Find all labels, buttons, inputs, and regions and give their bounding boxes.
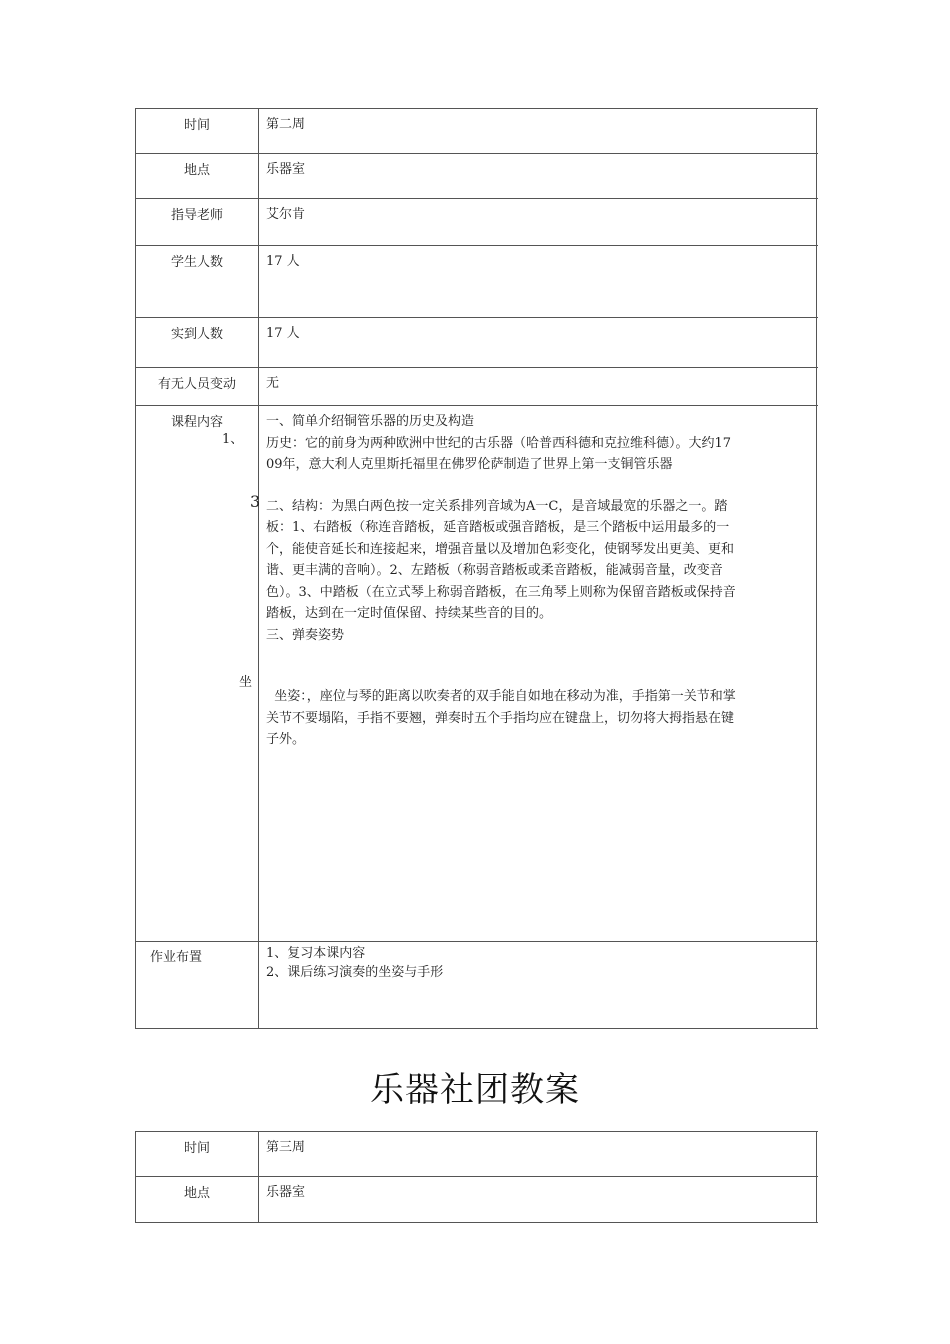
row-teacher <box>136 199 818 246</box>
content-body <box>259 406 817 941</box>
homework-line: 1、复习本课内容 <box>266 946 366 961</box>
row-time <box>136 109 818 154</box>
attended-value: 17 人 <box>259 318 817 367</box>
teacher-label: 指导老师 <box>170 208 223 223</box>
row-homework <box>136 942 818 1029</box>
content-marker-3: 3 <box>250 492 261 511</box>
row-change <box>136 368 818 406</box>
change-label: 有无人员变动 <box>157 377 236 392</box>
place-label: 地点 <box>183 1186 210 1201</box>
homework-label: 作业布置 <box>150 950 203 965</box>
place-label: 地点 <box>183 163 210 178</box>
homework-line: 2、课后练习演奏的坐姿与手形 <box>266 965 444 980</box>
row-time <box>136 1132 818 1177</box>
content-line: 09年，意大利人克里斯托福里在佛罗伦萨制造了世界上第一支铜管乐器 <box>266 457 673 472</box>
lesson-table-week3 <box>135 1131 818 1223</box>
students-label: 学生人数 <box>170 255 223 270</box>
row-attended <box>136 318 818 368</box>
attended-label: 实到人数 <box>170 327 223 342</box>
row-students <box>136 246 818 318</box>
content-marker-1: 1、 <box>222 432 244 447</box>
content-line: 一、简单介绍铜管乐器的历史及构造 <box>266 414 475 429</box>
change-value: 无 <box>259 368 817 405</box>
time-value: 第三周 <box>259 1132 817 1176</box>
teacher-value: 艾尔肯 <box>259 199 817 245</box>
row-place <box>136 154 818 199</box>
place-value: 乐器室 <box>259 154 817 198</box>
place-value: 乐器室 <box>259 1177 817 1222</box>
content-line: 谐、更丰满的音响）。2、左踏板（称弱音踏板或柔音踏板，能减弱音量，改变音 <box>266 563 723 578</box>
students-value: 17 人 <box>259 246 817 317</box>
homework-body <box>259 942 817 1028</box>
content-line: 个，能使音延长和连接起来，增强音量以及增加色彩变化，使钢琴发出更美、更和 <box>266 541 735 557</box>
time-label: 时间 <box>183 1141 210 1156</box>
lesson-table-week2 <box>135 108 818 1029</box>
content-marker-sit: 坐 <box>239 675 253 690</box>
content-line: 二、结构：为黑白两色按一定关系排列音域为A一C，是音域最宽的乐器之一。踏 <box>266 498 728 514</box>
content-line: 关节不要塌陷，手指不要翘，弹奏时五个手指均应在键盘上，切勿将大拇指悬在键 <box>266 710 735 726</box>
content-label: 课程内容 <box>170 415 223 430</box>
content-line: 三、弹奏姿势 <box>266 627 345 643</box>
content-line: 板：1、右踏板（称连音踏板，延音踏板或强音踏板，是三个踏板中运用最多的一 <box>266 520 730 535</box>
content-line: 历史：它的前身为两种欧洲中世纪的古乐器（哈普西科德和克拉维科德）。大约17 <box>266 435 732 451</box>
time-value: 第二周 <box>259 109 817 153</box>
content-line: 色）。3、中踏板（在立式琴上称弱音踏板，在三角琴上则称为保留音踏板或保持音 <box>266 584 736 600</box>
content-line: 子外。 <box>266 732 306 747</box>
content-line: 坐姿：，座位与琴的距离以吹奏者的双手能自如地在移动为准，手指第一关节和掌 <box>266 689 736 704</box>
page-title: 乐器社团教案 <box>370 1070 580 1110</box>
content-line: 踏板，达到在一定时值保留、持续某些音的目的。 <box>266 606 553 621</box>
time-label: 时间 <box>183 118 210 133</box>
row-place <box>136 1177 818 1223</box>
row-content <box>136 406 818 942</box>
